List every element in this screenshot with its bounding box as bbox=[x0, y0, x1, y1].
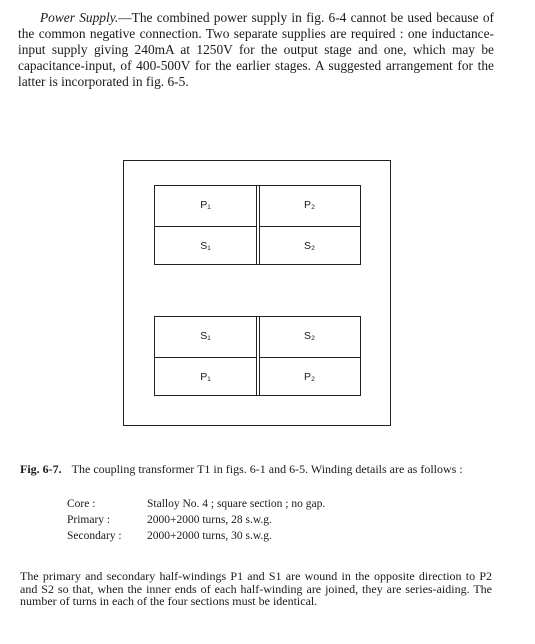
detail-key: Primary : bbox=[67, 514, 111, 526]
winding-divider bbox=[256, 186, 257, 264]
intro-paragraph bbox=[18, 10, 494, 90]
winding-group-lower bbox=[154, 316, 361, 396]
winding-p1-label: P₁ bbox=[200, 199, 211, 211]
detail-key: Secondary : bbox=[67, 530, 122, 542]
detail-row bbox=[67, 498, 325, 514]
detail-row bbox=[67, 514, 325, 530]
detail-value: Stalloy No. 4 ; square section ; no gap. bbox=[147, 498, 326, 510]
caption-text: The coupling transformer T1 in figs. 6-1 and 6-5. Winding details are as follows : bbox=[71, 462, 463, 476]
winding-s2-label: S₂ bbox=[259, 226, 360, 264]
detail-row bbox=[67, 530, 325, 546]
winding-divider bbox=[256, 317, 257, 395]
winding-p1-label: P₁ bbox=[155, 357, 256, 395]
winding-p2-label: P₂ bbox=[259, 357, 360, 395]
intro-body: The combined power supply in fig. 6-4 cannot be used because of the common negative connection. Two separate supplies are required : one inductance-input supply giving 240mA at 1250V for the output stage and one, which may be capacitance-input, of 400-500V for the earlier stages. A suggested arrangement for the latter is incorporated in fig. 6-5. bbox=[18, 10, 494, 89]
footer-paragraph: The primary and secondary half-windings P1 and S1 are wound in the opposite direction to P2 and S2 so that, when the inner ends of each half-winding are joined, they are series-aiding. The number of turns in each of the four sections must be identical. bbox=[20, 569, 492, 608]
figure-number: Fig. 6-7. bbox=[20, 462, 62, 476]
detail-value: 2000+2000 turns, 30 s.w.g. bbox=[147, 530, 272, 542]
figure-caption bbox=[20, 463, 492, 476]
section-heading: Power Supply. bbox=[40, 10, 119, 25]
winding-s1-label: S₁ bbox=[155, 226, 256, 264]
detail-value: 2000+2000 turns, 28 s.w.g. bbox=[147, 514, 272, 526]
winding-p2-label: P₂ bbox=[303, 199, 316, 211]
detail-key: Core : bbox=[67, 498, 96, 510]
winding-group-upper bbox=[154, 185, 361, 265]
transformer-core-diagram bbox=[123, 160, 391, 426]
winding-s1-label: S₁ bbox=[200, 330, 211, 342]
winding-s2-label: S₂ bbox=[303, 330, 316, 342]
winding-details-table bbox=[67, 498, 325, 546]
heading-dash: — bbox=[118, 10, 132, 25]
